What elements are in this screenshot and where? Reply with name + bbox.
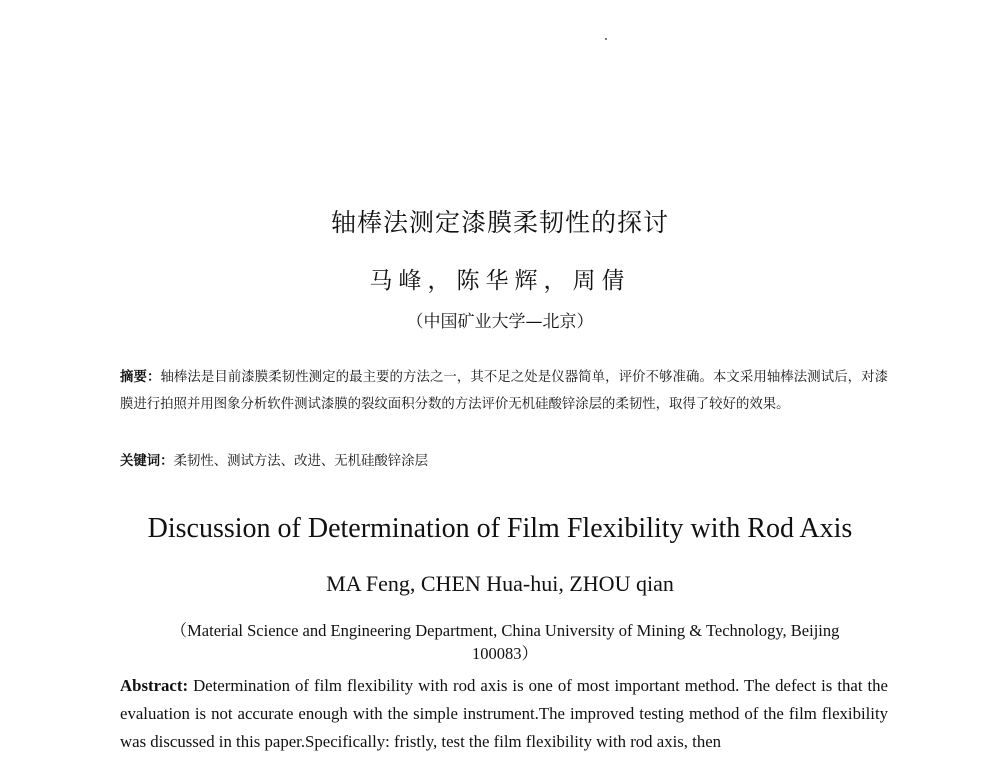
- chinese-abstract: [120, 364, 888, 418]
- english-abstract-label: Abstract:: [120, 676, 189, 695]
- english-authors: MA Feng, CHEN Hua-hui, ZHOU qian: [326, 571, 674, 596]
- chinese-abstract-label: 摘要：: [120, 369, 161, 385]
- chinese-title: 轴棒法测定漆膜柔韧性的探讨: [330, 208, 669, 237]
- chinese-keywords-label: 关键词：: [120, 453, 174, 469]
- english-abstract-text: Determination of film flexibility with rod axis is one of most important method. The defect is that the evaluation is not accurate enough with the simple instrument.The improved testing method of the film flexibility was discussed in this paper.Specifically: fristly, test the film flexibility with rod axis, then: [120, 676, 888, 751]
- english-abstract: [120, 672, 888, 756]
- chinese-abstract-text: 轴棒法是目前漆膜柔韧性测定的最主要的方法之一，其不足之处是仪器简单，评价不够准确。本文采用轴棒法测试后，对漆膜进行拍照并用图象分析软件测试漆膜的裂纹面积分数的方法评价无机硅酸锌涂层的柔韧性，取得了较好的效果。: [120, 370, 889, 412]
- chinese-keywords: [120, 448, 888, 475]
- scan-speck: [605, 38, 607, 40]
- chinese-keywords-text: 柔韧性、测试方法、改进、无机硅酸锌涂层: [173, 454, 428, 469]
- chinese-affiliation: （中国矿业大学—北京）: [406, 312, 594, 332]
- english-affiliation: （Material Science and Engineering Department, China University of Mining & Technology, Beijing 100083）: [170, 621, 840, 663]
- chinese-authors: 马峰，陈华辉，周倩: [369, 268, 631, 294]
- english-title: Discussion of Determination of Film Flexibility with Rod Axis: [147, 513, 853, 544]
